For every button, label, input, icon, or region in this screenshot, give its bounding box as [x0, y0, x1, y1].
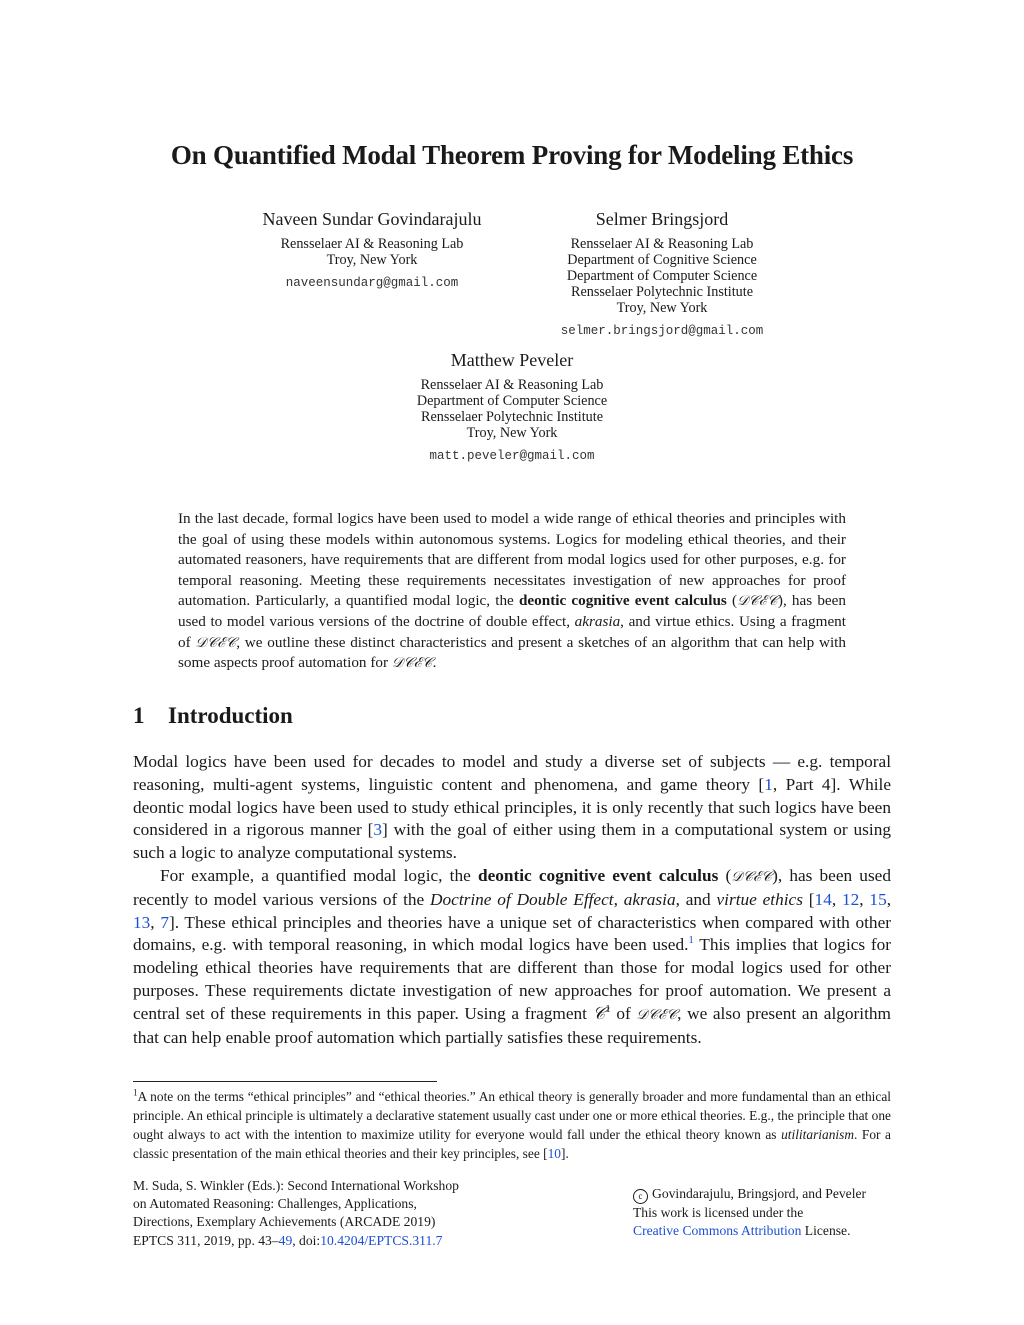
author-block — [524, 209, 800, 338]
abstract-text: , we outline these distinct characteristics and present a sketches of an algorithm that can help with some aspects proof automation for — [178, 633, 846, 672]
venue-line: M. Suda, S. Winkler (Eds.): Second International Workshop — [133, 1178, 459, 1193]
text-run: , and — [675, 889, 717, 909]
paragraph: For example, a quantified modal logic, the deontic cognitive event calculus (𝒟𝒞ℰ𝒞), has been used recently to model various versions of the Doctrine of Double Effect, akrasia, and virtue ethics [14, 12, 15, 13, 7]. These ethical principles and theories have a unique set of characteristics when compared with other domains, e.g. with temporal reasoning, in which modal logics have been used.$^1$ This implies that logics for modeling ethical theories have requirements that are different than those for modal logics used for other purposes. These requirements dictate investigation of new approaches for proof automation. We present a central set of these requirements in this paper. Using a fragment 𝒞$^1$ of 𝒟𝒞ℰ𝒞, we also present an algorithm that can help enable proof automation which partially satisfies these requirements. — [133, 865, 892, 1047]
citation-link[interactable]: 12 — [841, 889, 860, 909]
text-run: EPTCS 311, 2019, pp. 43– — [133, 1232, 279, 1248]
text-run: , has been used recently to model various versions of the — [133, 865, 891, 909]
text-run: , doi: — [292, 1232, 321, 1248]
text-run: , we also present an algorithm that can help enable proof automation which partially satisfies these requirements. — [133, 1003, 891, 1047]
text-run: ]. These ethical principles and theories have a unique set of characteristics when compared with other domains, e.g. with temporal reasoning, in which modal logics have been used. — [133, 912, 891, 955]
footnote-link[interactable]: 1 — [688, 934, 694, 947]
section-heading — [133, 703, 293, 729]
citation-link[interactable]: 3 — [373, 820, 383, 840]
paper-title: On Quantified Modal Theorem Proving for Modeling Ethics — [170, 140, 854, 170]
footnote — [133, 1087, 891, 1163]
citation-link[interactable]: 15 — [869, 889, 887, 909]
citation-link[interactable]: 7 — [160, 912, 169, 932]
fragment-symbol: 𝒞 — [592, 1003, 606, 1024]
text-run: For example, a quantified modal logic, the — [160, 865, 478, 885]
text-run: A note on the terms “ethical principles” and “ethical theories.” An ethical theory is generally broader and more fundamental than an ethical principle. An ethical principle is ultimately a declarative statement usually cast under one or more ethical theories. E.g., the principle that one ought always to act with the intention to maximize utility for everyone would fall under the ethical theory known as — [133, 1089, 891, 1142]
italic-term: utilitarianism — [781, 1127, 854, 1142]
venue-line — [133, 1232, 513, 1250]
venue-line: Directions, Exemplary Achievements (ARCADE 2019) — [133, 1214, 436, 1230]
author-name: Naveen Sundar Govindarajulu — [262, 209, 482, 229]
italic-term: Doctrine of Double Effect — [430, 889, 614, 909]
citation-link[interactable]: 1 — [764, 774, 773, 794]
text-run: Modal logics have been used for decades to model and study a diverse set of subjects — e.g. temporal reasoning, multi-agent systems, linguistic content and phenomena, and game theory [ — [133, 752, 891, 794]
affiliation: Department of Computer Science — [416, 393, 608, 409]
fragment-superscript: 1 — [605, 1003, 611, 1015]
text-run: License. — [801, 1223, 851, 1239]
affiliation: Troy, New York — [616, 300, 708, 316]
section-title: Introduction — [168, 703, 293, 728]
affiliation: Rensselaer AI & Reasoning Lab — [280, 236, 464, 252]
citation-link[interactable]: 14 — [814, 889, 832, 909]
author-email[interactable]: matt.peveler@gmail.com — [429, 449, 595, 463]
logic-name: 𝒟𝒞ℰ𝒞 — [391, 655, 433, 672]
abstract-text: . — [432, 654, 437, 672]
affiliation: Department of Cognitive Science — [567, 252, 757, 268]
italic-term: akrasia — [623, 889, 676, 909]
paragraph — [133, 751, 891, 865]
license-info — [633, 1185, 913, 1240]
text-run: ] with the goal of either using them in a computational system or using such a logic to analyze computational systems. — [133, 820, 891, 863]
text-run: This implies that logics for modeling ethical theories have requirements that are different than those for modal logics used for other purposes. These requirements dictate investigation of new approaches for proof automation. We present a central set of these requirements in this paper. Using a fragment — [133, 935, 891, 1023]
text-run: of — [610, 1003, 637, 1023]
introduction-body — [133, 751, 891, 1049]
text-run: Govindarajulu, Bringsjord, and Peveler — [652, 1186, 867, 1201]
citation-link[interactable]: 13 — [133, 912, 151, 932]
license-line: This work is licensed under the — [633, 1205, 804, 1220]
abstract: In the last decade, formal logics have been used to model a wide range of ethical theories and principles with the goal of using these models within autonomous systems. Logics for modeling ethical theories, and their automated reasoners, have requirements that are different from modal logics used for other purposes, e.g. for temporal reasoning. Meeting these requirements necessitates investigation of new approaches for proof automation. Particularly, a quantified modal logic, the deontic cognitive event calculus (𝒟𝒞ℰ𝒞), has been used to model various versions of the doctrine of double effect, akrasia, and virtue ethics. Using a fragment of 𝒟𝒞ℰ𝒞, we outline these distinct characteristics and present a sketches of an algorithm that can help with some aspects proof automation for 𝒟𝒞ℰ𝒞. — [178, 510, 847, 672]
affiliation: Rensselaer AI & Reasoning Lab — [420, 377, 604, 393]
affiliation: Department of Computer Science — [566, 268, 758, 284]
license-link[interactable]: Creative Commons Attribution — [633, 1223, 802, 1239]
copyright-icon: c — [633, 1189, 648, 1204]
text-run: . For a classic presentation of the main ethical theories and their key principles, see [ — [133, 1127, 891, 1161]
affiliation: Troy, New York — [326, 252, 418, 268]
abstract-text: In the last decade, formal logics have been used to model a wide range of ethical theories and principles with the goal of using these models within autonomous systems. Logics for modeling ethical theories, and their automated reasoners, have requirements that are different from modal logics used for other purposes, e.g. for temporal reasoning. Meeting these requirements necessitates investigation of new approaches for proof automation. Particularly, a quantified modal logic, the — [178, 510, 846, 610]
author-email[interactable]: selmer.bringsjord@gmail.com — [560, 324, 764, 338]
venue-line: on Automated Reasoning: Challenges, Applications, — [133, 1196, 417, 1212]
venue-info — [133, 1177, 513, 1250]
page-link[interactable]: 49 — [278, 1232, 293, 1248]
author-block — [232, 209, 512, 290]
section-number: 1 — [133, 703, 145, 728]
footnote-mark: 1 — [133, 1087, 138, 1098]
text-run: , Part 4]. While deontic modal logics have been used to study ethical principles, it is only recently that such logics have been considered in a rigorous manner [ — [133, 774, 891, 840]
citation-link[interactable]: 10 — [547, 1146, 561, 1161]
affiliation: Rensselaer AI & Reasoning Lab — [570, 236, 754, 252]
affiliation: Rensselaer Polytechnic Institute — [570, 284, 754, 300]
abstract-text: , and virtue ethics. Using a fragment of — [178, 612, 847, 651]
bold-term: deontic cognitive event calculus — [477, 865, 719, 885]
affiliation: Rensselaer Polytechnic Institute — [420, 409, 604, 425]
logic-name: 𝒟𝒞ℰ𝒞 — [737, 593, 778, 610]
author-name: Selmer Bringsjord — [595, 209, 729, 229]
author-block — [372, 350, 652, 463]
abstract-italic: akrasia — [574, 612, 621, 630]
doi-link[interactable]: 10.4204/EPTCS.311.7 — [320, 1232, 443, 1248]
copyright-line — [633, 1185, 913, 1204]
logic-name: 𝒟𝒞ℰ𝒞 — [195, 634, 237, 651]
author-name: Matthew Peveler — [450, 350, 574, 370]
abstract-text: , has been used to model various versions of the doctrine of double effect, — [178, 592, 846, 630]
affiliation: Troy, New York — [466, 425, 558, 441]
logic-name: 𝒟𝒞ℰ𝒞 — [731, 868, 773, 885]
italic-term: virtue ethics — [716, 889, 803, 909]
license-line — [633, 1222, 913, 1240]
logic-name: 𝒟𝒞ℰ𝒞 — [636, 1006, 678, 1023]
text-run: ]. — [560, 1146, 569, 1161]
footnote-divider — [133, 1081, 437, 1082]
abstract-term: deontic cognitive event calculus — [518, 592, 727, 610]
author-email[interactable]: naveensundarg@gmail.com — [285, 276, 459, 290]
